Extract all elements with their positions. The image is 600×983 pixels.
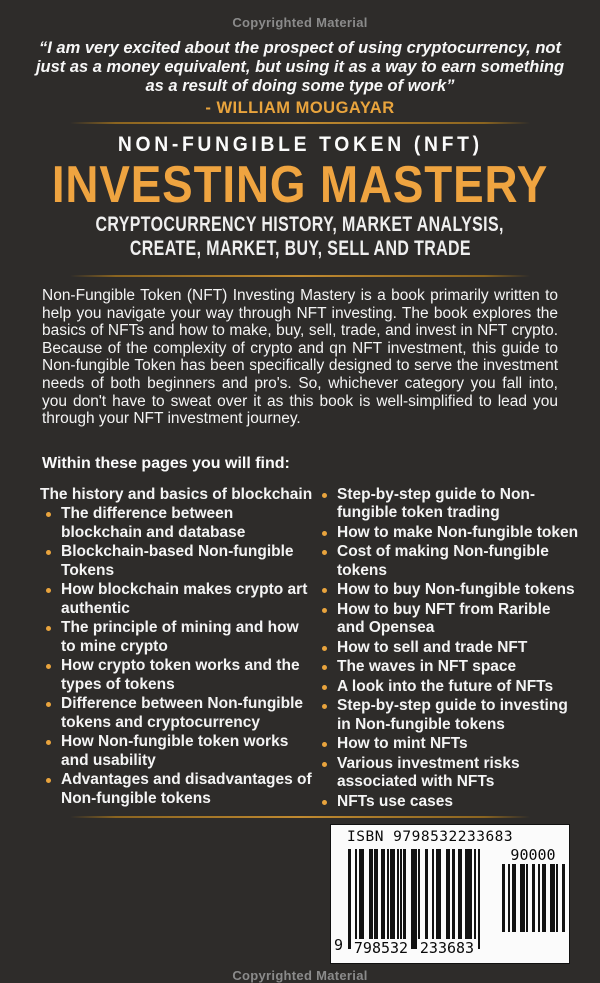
list-item: Blockchain-based Non-fungible Tokens [40, 543, 316, 580]
gold-divider [70, 275, 530, 277]
contents-column-right [316, 486, 582, 813]
bullet-icon [322, 685, 327, 690]
list-item: How to mint NFTs [316, 735, 582, 754]
list-item: How Non-fungible token works and usability [40, 733, 316, 770]
bullet-icon [322, 588, 327, 593]
book-supertitle: NON-FUNGIBLE TOKEN (NFT) [117, 133, 483, 156]
book-subtitle-line2: CREATE, MARKET, BUY, SELL AND TRADE [129, 237, 471, 260]
list-item: How to sell and trade NFT [316, 639, 582, 658]
copyright-notice-bottom: Copyrighted Material [232, 968, 368, 983]
list-item: Cost of making Non-fungible tokens [316, 543, 582, 580]
isbn-barcode-block [330, 824, 570, 964]
bullet-icon [46, 550, 51, 555]
endorsement-quote: “I am very excited about the prospect of using cryptocurrency, not just as a money equivalent, but using it as a way to earn something as a result of doing some type of work” [35, 39, 565, 95]
contents-columns [40, 486, 582, 813]
bullet-icon [46, 664, 51, 669]
back-cover-description: Non-Fungible Token (NFT) Investing Mastery is a book primarily written to help you navigate your way through NFT investing. The book explores the basics of NFTs and how to make, buy, sell, trade, and invest in NFT crypto. Because of the complexity of crypto and qn NFT investment, this guide to Non-fungible Token has been specifically designed to serve the investment needs of both beginners and pro's. So, whichever category you fall into, you don't have to sweat over it as this book is well-simplified to lead you through your NFT investment journey. [42, 287, 558, 428]
bullet-icon [322, 800, 327, 805]
bullet-icon [322, 646, 327, 651]
list-item: Step-by-step guide to Non-fungible token trading [316, 486, 582, 523]
list-item: Step-by-step guide to investing in Non-fungible tokens [316, 697, 582, 734]
copyright-notice-top: Copyrighted Material [232, 15, 368, 30]
barcode-icon [348, 849, 480, 949]
contents-column-left [40, 486, 316, 813]
list-header: The history and basics of blockchain [40, 485, 313, 503]
title-block [0, 133, 600, 261]
bullet-list-right [316, 486, 582, 812]
bullet-list-left [40, 505, 316, 808]
gold-divider [70, 122, 530, 124]
bullet-icon [322, 665, 327, 670]
contents-heading: Within these pages you will find: [42, 454, 290, 472]
bullet-icon [322, 762, 327, 767]
list-item: How to buy Non-fungible tokens [316, 581, 582, 600]
price-code: 90000 [510, 846, 556, 865]
barcode-digits: 798532 233683 [348, 939, 480, 957]
bullet-icon [322, 531, 327, 536]
list-item: The waves in NFT space [316, 658, 582, 677]
bullet-icon [322, 550, 327, 555]
list-item: The principle of mining and how to mine crypto [40, 619, 316, 656]
price-barcode-icon [502, 864, 566, 932]
isbn-label: ISBN 9798532233683 [347, 829, 514, 846]
bullet-icon [46, 702, 51, 707]
bullet-icon [322, 493, 327, 498]
bullet-icon [46, 778, 51, 783]
quote-attribution: - WILLIAM MOUGAYAR [205, 99, 395, 117]
list-item: How crypto token works and the types of tokens [40, 657, 316, 694]
gold-divider [70, 816, 530, 818]
list-item: How to buy NFT from Rarible and Opensea [316, 601, 582, 638]
bullet-icon [322, 742, 327, 747]
list-item: How blockchain makes crypto art authentic [40, 581, 316, 618]
list-item: Difference between Non-fungible tokens and cryptocurrency [40, 695, 316, 732]
bullet-icon [322, 704, 327, 709]
list-item: NFTs use cases [316, 793, 582, 812]
list-item: A look into the future of NFTs [316, 678, 582, 697]
bullet-icon [46, 588, 51, 593]
list-item: Advantages and disadvantages of Non-fungible tokens [40, 771, 316, 808]
bullet-icon [46, 740, 51, 745]
list-item: How to make Non-fungible token [316, 524, 582, 543]
bullet-icon [46, 626, 51, 631]
book-subtitle-line1: CRYPTOCURRENCY HISTORY, MARKET ANALYSIS, [95, 213, 505, 236]
barcode-digit-left: 9 [334, 936, 344, 955]
bullet-icon [46, 512, 51, 517]
list-item: Various investment risks associated with NFTs [316, 755, 582, 792]
book-title: INVESTING MASTERY [51, 156, 549, 214]
list-item: The difference between blockchain and database [40, 505, 316, 542]
bullet-icon [322, 608, 327, 613]
